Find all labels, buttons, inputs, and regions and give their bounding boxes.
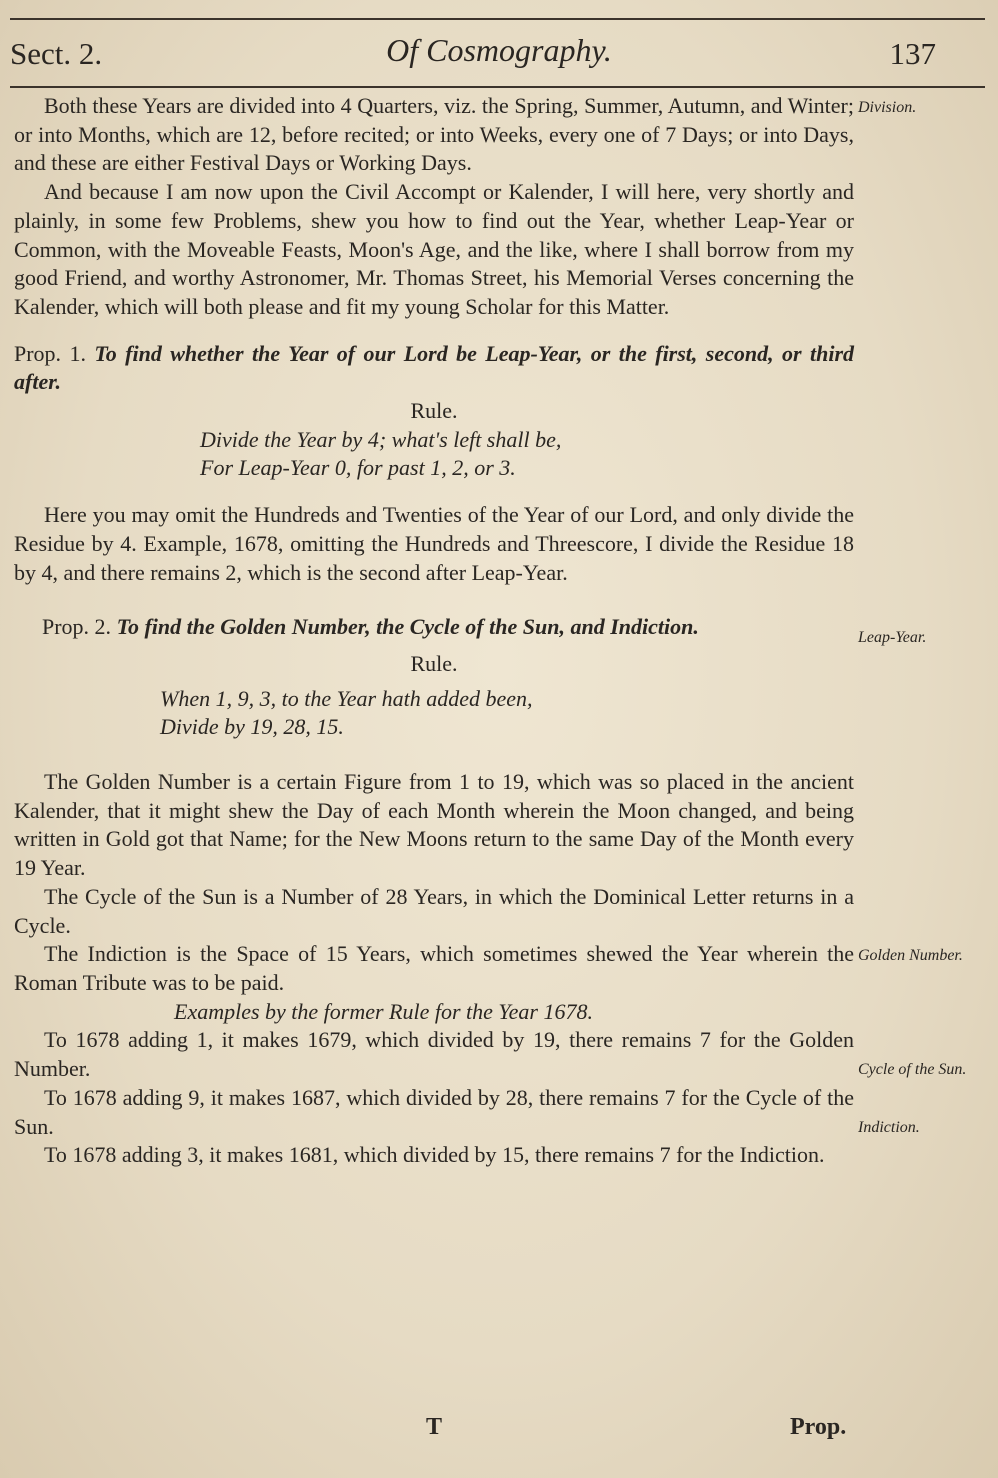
rule2-verse-line2: Divide by 19, 28, 15. (160, 714, 344, 740)
margin-note-indiction: Indiction. (858, 1119, 920, 1136)
spacer (14, 483, 854, 501)
paragraph-cycle-of-sun: The Cycle of the Sun is a Number of 28 Years, in which the Dominical Letter returns in a Cycle. (14, 883, 854, 938)
catchword: Prop. (790, 1414, 847, 1440)
header-rule-bottom (10, 86, 985, 88)
prop1-label: Prop. 1. (14, 340, 86, 366)
prop1-title: To find whether the Year of our Lord be Leap-Year, or the first, second, or third after. (14, 340, 855, 395)
signature-mark: T (426, 1414, 443, 1440)
rule1-verse-line1: Divide the Year by 4; what's left shall be, (200, 426, 562, 452)
paragraph-golden-number: The Golden Number is a certain Figure from 1 to 19, which was so placed in the ancient Kalender, that it might shew the Day of each Month wherein the Moon changed, and being written in Gold got that Name; for the New Moons return to the same Day of the Month every 19 Year. (14, 769, 854, 881)
spacer (14, 742, 854, 768)
margin-note-leap-year: Leap-Year. (858, 629, 927, 646)
paragraph-years-division: Both these Years are divided into 4 Quarters, viz. the Spring, Summer, Autumn, and Winter; or into Months, which are 12, before recited; or into Weeks, every one of 7 Days; or into Days, and these are either Festival Days or Working Days. (14, 93, 854, 176)
rule1-heading: Rule. (410, 398, 458, 424)
page-number: 137 (889, 36, 936, 71)
example-indiction: To 1678 adding 3, it makes 1681, which divided by 15, there remains 7 for the Indiction. (44, 1142, 825, 1168)
section-label: Sect. 2. (10, 36, 103, 71)
rule1-verse-line2: For Leap-Year 0, for past 1, 2, or 3. (200, 455, 516, 481)
margin-note-cycle-of-sun: Cycle of the Sun. (858, 1061, 967, 1078)
page-body (14, 92, 854, 1170)
example-cycle-of-sun: To 1678 adding 9, it makes 1687, which divided by 28, there remains 7 for the Cycle of the Sun. (14, 1084, 854, 1139)
prop2-label: Prop. 2. (42, 614, 112, 640)
margin-note-golden-number: Golden Number. (858, 947, 963, 964)
prop2-title: To find the Golden Number, the Cycle of the Sun, and Indiction. (116, 614, 699, 640)
rule2-heading: Rule. (410, 650, 458, 676)
paragraph-indiction: The Indiction is the Space of 15 Years, which sometimes shewed the Year wherein the Roman Tribute was to be paid. (14, 941, 854, 995)
rule2-verse-line1: When 1, 9, 3, to the Year hath added been, (160, 685, 533, 711)
examples-heading: Examples by the former Rule for the Year 1678. (174, 998, 593, 1024)
spacer (14, 587, 854, 613)
prop2-heading (14, 613, 854, 642)
running-header (0, 30, 998, 82)
example-golden-number: To 1678 adding 1, it makes 1679, which divided by 19, there remains 7 for the Golden Number. (14, 1027, 854, 1082)
running-title: Of Cosmography. (386, 32, 612, 68)
header-rule-top (10, 18, 985, 20)
paragraph-civil-accompt: And because I am now upon the Civil Accompt or Kalender, I will here, very shortly and plainly, in some few Problems, shew you how to find out the Year, whether Leap-Year or Common, with the Moveable Feasts, Moon's Age, and the like, where I shall borrow from my good Friend, and worthy Astronomer, Mr. Thomas Street, his Memorial Verses concerning the Kalender, which will both please and fit my young Scholar for this Matter. (14, 179, 854, 319)
prop1-heading (14, 340, 854, 397)
paragraph-leap-year: Here you may omit the Hundreds and Twenties of the Year of our Lord, and only divide the Residue by 4. Example, 1678, omitting the Hundreds and Threescore, I divide the Residue 18 by 4, and there remains 2, which is the second after Leap-Year. (14, 502, 854, 585)
spacer (14, 322, 854, 340)
margin-note-division: Division. (858, 99, 917, 116)
